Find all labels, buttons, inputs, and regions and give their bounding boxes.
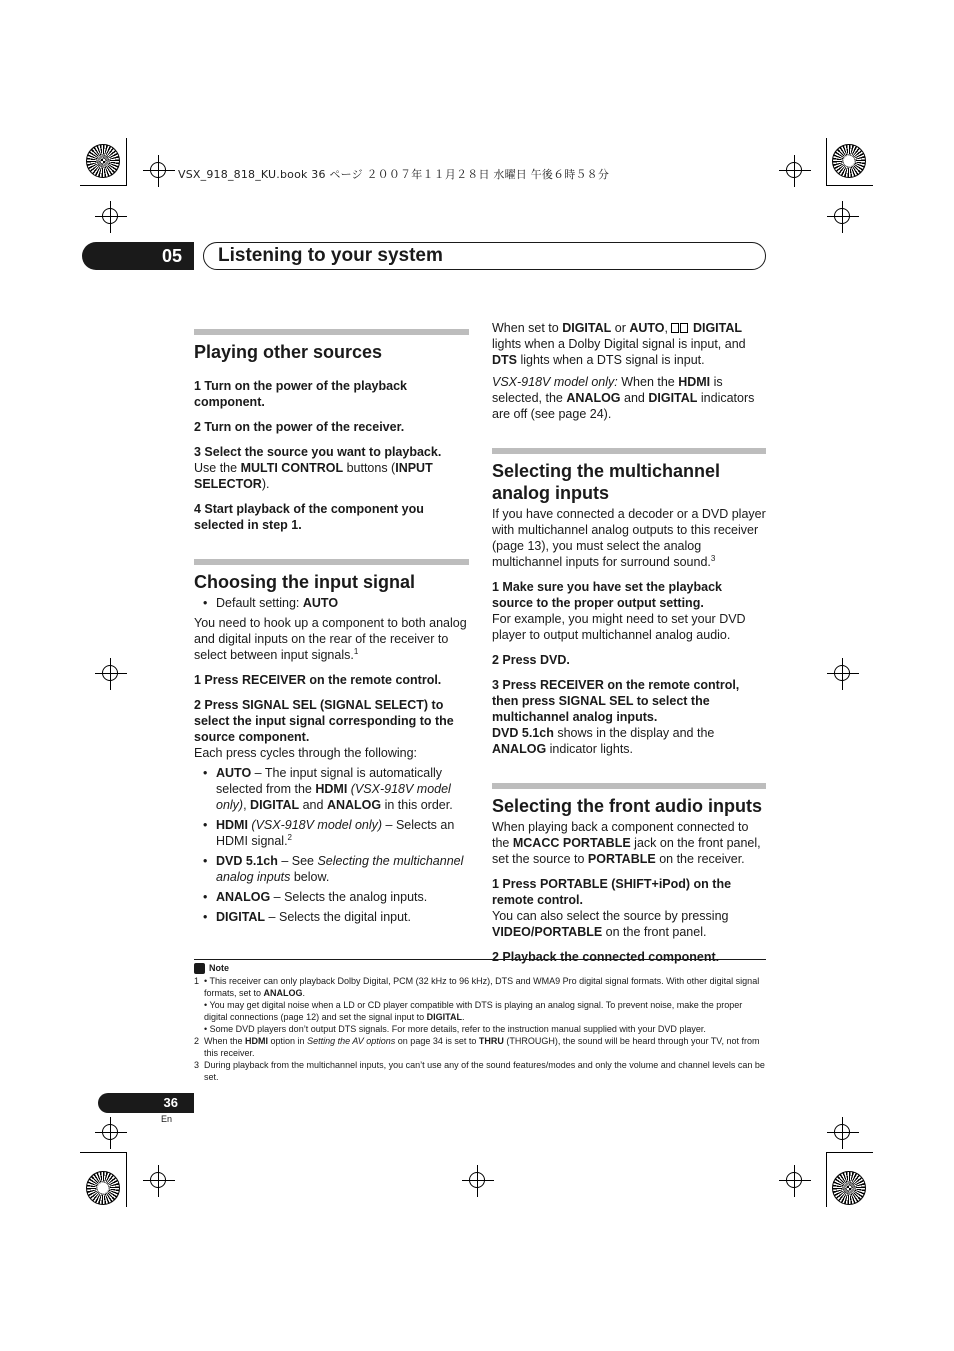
- crop-mark: [126, 138, 127, 186]
- section-bar: [194, 559, 469, 565]
- registration-mark-icon: [786, 1172, 802, 1188]
- language-code: En: [161, 1114, 173, 1124]
- registration-mark-icon: [834, 1124, 850, 1140]
- registration-mark-icon: [102, 665, 118, 681]
- step: 2 Press DVD.: [492, 653, 570, 667]
- step: 2 Playback the connected component.: [492, 950, 720, 964]
- registration-wheel-icon: [86, 144, 120, 178]
- chapter-number: 05: [82, 242, 194, 270]
- dolby-logo-icon: [671, 323, 679, 333]
- footnote: 1 • This receiver can only playback Dolby Digital, PCM (32 kHz to 96 kHz), DTS and WMA9 Pro digital signal formats. With other digital signal formats, set to ANALOG. • You may get digital noise when a LD or CD player compatible with DTS is playing an analog signal. To prevent noise, make the proper digital connections (page 12) and set the signal input to DIGITAL. • Some DVD players don’t output DTS signals. For more details, refer to the instruction manual supplied with your DVD player.: [194, 976, 760, 1034]
- step: 3 Press RECEIVER on the remote control, then press SIGNAL SEL to select the multichannel analog inputs.: [492, 678, 740, 724]
- footnote: 2 When the HDMI option in Setting the AV options on page 34 is set to THRU (THROUGH), the sound will be heard through your TV, not from this receiver.: [194, 1036, 760, 1058]
- registration-mark-icon: [102, 1124, 118, 1140]
- registration-mark-icon: [834, 665, 850, 681]
- heading-choosing-input-signal: Choosing the input signal: [194, 572, 415, 592]
- step: 2 Press SIGNAL SEL (SIGNAL SELECT) to select the input signal corresponding to the source component.: [194, 698, 454, 744]
- registration-wheel-icon: [86, 1171, 120, 1205]
- paragraph: Use the MULTI CONTROL buttons (INPUT SELECTOR).: [194, 461, 433, 491]
- left-column: [194, 329, 469, 929]
- paragraph: When playing back a component connected to the MCACC PORTABLE jack on the front panel, set the source to PORTABLE on the receiver.: [492, 820, 761, 866]
- section-bar: [492, 448, 766, 454]
- paragraph: You need to hook up a component to both analog and digital inputs on the rear of the receiver to select between input signals.$^1$: [194, 616, 467, 662]
- note-icon: [194, 963, 205, 974]
- crop-mark: [126, 1152, 127, 1207]
- crop-mark: [826, 1152, 873, 1153]
- crop-mark: [80, 185, 127, 186]
- chapter-title: Listening to your system: [203, 242, 766, 270]
- section-bar: [194, 329, 469, 335]
- list-item: • DIGITAL – Selects the digital input.: [216, 909, 469, 925]
- list-item: • DVD 5.1ch – See Selecting the multichannel analog inputs below.: [216, 853, 469, 885]
- right-column: [492, 320, 766, 965]
- step: 1 Press RECEIVER on the remote control.: [194, 673, 442, 687]
- list-item: • Default setting: AUTO: [216, 595, 469, 611]
- page-number: 36: [98, 1093, 194, 1113]
- registration-mark-icon: [150, 162, 166, 178]
- step: 1 Make sure you have set the playback source to the proper output setting.: [492, 580, 722, 610]
- registration-mark-icon: [834, 208, 850, 224]
- crop-mark: [826, 185, 873, 186]
- crop-mark: [826, 1152, 827, 1207]
- step: 4 Start playback of the component you selected in step 1.: [194, 502, 424, 532]
- paragraph: You can also select the source by pressing VIDEO/PORTABLE on the front panel.: [492, 909, 729, 939]
- step: 1 Press PORTABLE (SHIFT+iPod) on the remote control.: [492, 877, 732, 907]
- step: 1 Turn on the power of the playback component.: [194, 379, 407, 409]
- list-item: • AUTO – The input signal is automatically selected from the HDMI (VSX-918V model only), DIGITAL and ANALOG in this order.: [216, 765, 469, 813]
- registration-mark-icon: [786, 162, 802, 178]
- heading-multichannel-analog-inputs: Selecting the multichannel analog inputs: [492, 461, 721, 503]
- note-heading: Note: [209, 963, 229, 973]
- paragraph: DVD 5.1ch shows in the display and the ANALOG indicator lights.: [492, 726, 715, 756]
- crop-mark: [80, 1152, 127, 1153]
- paragraph: When set to DIGITAL or AUTO, DIGITAL lights when a Dolby Digital signal is input, and DTS lights when a DTS signal is input.: [492, 321, 746, 367]
- paragraph: For example, you might need to set your DVD player to output multichannel analog audio.: [492, 612, 746, 642]
- step: 2 Turn on the power of the receiver.: [194, 420, 405, 434]
- paragraph: If you have connected a decoder or a DVD player with multichannel analog outputs to this receiver (page 13), you must select the analog multichannel inputs for surround sound.$^3$: [492, 507, 766, 569]
- registration-wheel-icon: [832, 1171, 866, 1205]
- footnote: 3 During playback from the multichannel inputs, you can’t use any of the sound features/modes and only the volume and channel levels can be set.: [194, 1060, 765, 1082]
- paragraph: Each press cycles through the following:: [194, 746, 418, 760]
- registration-wheel-icon: [832, 144, 866, 178]
- paragraph: VSX-918V model only: When the HDMI is selected, the ANALOG and DIGITAL indicators are off (see page 24).: [492, 375, 755, 421]
- list-item: • HDMI (VSX-918V model only) – Selects an HDMI signal.$^2$: [216, 817, 469, 849]
- heading-playing-other-sources: Playing other sources: [194, 342, 383, 362]
- registration-mark-icon: [102, 208, 118, 224]
- registration-mark-icon: [469, 1172, 485, 1188]
- heading-front-audio-inputs: Selecting the front audio inputs: [492, 796, 762, 816]
- footnotes: [194, 959, 766, 1083]
- section-bar: [492, 783, 766, 789]
- crop-mark: [826, 138, 827, 186]
- dolby-logo-icon: [680, 323, 688, 333]
- list-item: • ANALOG – Selects the analog inputs.: [216, 889, 469, 905]
- print-file-line: VSX_918_818_KU.book 36 ページ ２００７年１１月２８日 水曜日 午後６時５８分: [178, 168, 610, 181]
- step: 3 Select the source you want to playback.: [194, 445, 442, 459]
- registration-mark-icon: [150, 1172, 166, 1188]
